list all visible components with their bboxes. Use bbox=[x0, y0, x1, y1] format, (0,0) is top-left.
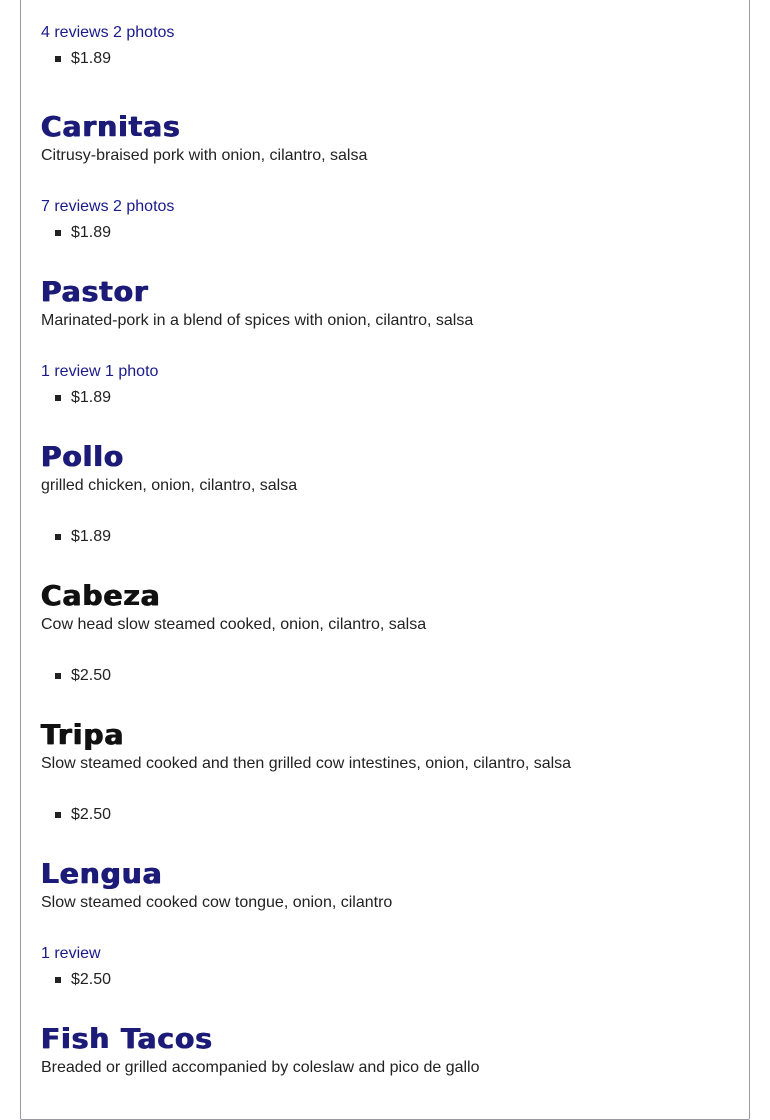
price-list bbox=[41, 666, 731, 686]
reviews-link[interactable]: 1 review bbox=[41, 945, 101, 962]
price-list bbox=[41, 49, 731, 69]
item-description: Cow head slow steamed cooked, onion, cilantro, salsa bbox=[41, 616, 427, 633]
item-description: Citrusy-braised pork with onion, cilantro, salsa bbox=[41, 147, 368, 164]
price-list bbox=[41, 388, 731, 408]
item-title: Pastor bbox=[41, 275, 149, 308]
item-description: Slow steamed cooked and then grilled cow intestines, onion, cilantro, salsa bbox=[41, 755, 572, 772]
menu-item bbox=[41, 112, 731, 243]
item-price: $2.50 bbox=[71, 666, 731, 686]
menu-item bbox=[41, 0, 731, 69]
item-price: $2.50 bbox=[71, 805, 731, 825]
item-description: grilled chicken, onion, cilantro, salsa bbox=[41, 477, 298, 494]
item-price: $1.89 bbox=[71, 527, 731, 547]
menu-panel bbox=[20, 0, 750, 1120]
menu-item bbox=[41, 1024, 731, 1078]
photos-link[interactable]: 1 photo bbox=[105, 363, 159, 380]
reviews-link[interactable]: 7 reviews bbox=[41, 198, 109, 215]
item-description: Breaded or grilled accompanied by coleslaw and pico de gallo bbox=[41, 1059, 480, 1076]
item-reviews-photos bbox=[41, 362, 731, 382]
menu-item bbox=[41, 442, 731, 547]
menu-item bbox=[41, 859, 731, 990]
menu-item bbox=[41, 581, 731, 686]
menu-item bbox=[41, 277, 731, 408]
price-list bbox=[41, 970, 731, 990]
item-price: $1.89 bbox=[71, 223, 731, 243]
item-title: Lengua bbox=[41, 857, 163, 890]
item-price: $1.89 bbox=[71, 49, 731, 69]
item-title: Fish Tacos bbox=[41, 1022, 213, 1055]
item-price: $1.89 bbox=[71, 388, 731, 408]
item-title: Cabeza bbox=[41, 579, 161, 612]
item-title: Tripa bbox=[41, 718, 125, 751]
item-reviews-photos bbox=[41, 23, 731, 43]
photos-link[interactable]: 2 photos bbox=[113, 198, 175, 215]
item-reviews-photos bbox=[41, 944, 731, 964]
item-title: Pollo bbox=[41, 440, 125, 473]
item-description: Slow steamed cooked cow tongue, onion, cilantro bbox=[41, 894, 393, 911]
item-reviews-photos bbox=[41, 197, 731, 217]
item-price: $2.50 bbox=[71, 970, 731, 990]
menu-item bbox=[41, 720, 731, 825]
price-list bbox=[41, 223, 731, 243]
reviews-link[interactable]: 1 review bbox=[41, 363, 101, 380]
item-title: Carnitas bbox=[41, 110, 181, 143]
price-list bbox=[41, 805, 731, 825]
price-list bbox=[41, 527, 731, 547]
item-description: Marinated-pork in a blend of spices with onion, cilantro, salsa bbox=[41, 312, 474, 329]
photos-link[interactable]: 2 photos bbox=[113, 24, 175, 41]
reviews-link[interactable]: 4 reviews bbox=[41, 24, 109, 41]
